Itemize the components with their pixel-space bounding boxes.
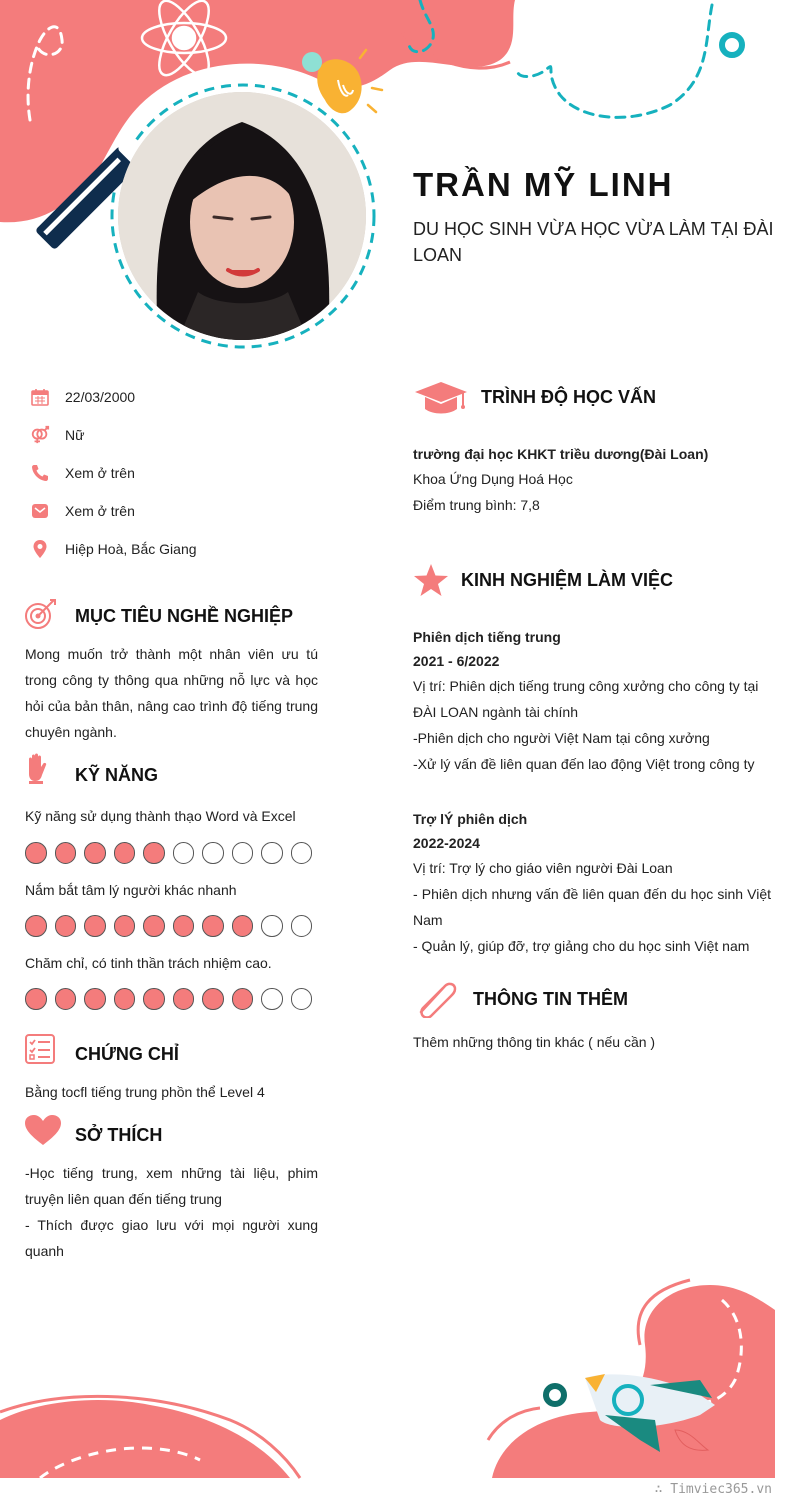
rating-dot-empty bbox=[202, 842, 224, 864]
rating-dot-filled bbox=[55, 842, 77, 864]
location-pin-icon bbox=[30, 539, 50, 559]
avatar bbox=[118, 92, 366, 340]
education-title: TRÌNH ĐỘ HỌC VẤN bbox=[481, 387, 656, 407]
hobbies-title: SỞ THÍCH bbox=[75, 1125, 163, 1145]
skill-name: Nắm bắt tâm lý người khác nhanh bbox=[25, 882, 237, 898]
rating-dot-filled bbox=[232, 915, 254, 937]
rating-dot-empty bbox=[291, 842, 313, 864]
rating-dot-filled bbox=[84, 988, 106, 1010]
rating-dot-filled bbox=[143, 915, 165, 937]
skill-rating bbox=[25, 842, 312, 864]
star-icon bbox=[413, 563, 449, 602]
job-description: - Quản lý, giúp đỡ, trợ giảng cho du học sinh Việt nam bbox=[413, 938, 750, 954]
contact-birthday-text: 22/03/2000 bbox=[65, 389, 136, 405]
rating-dot-filled bbox=[202, 915, 224, 937]
rating-dot-empty bbox=[291, 915, 313, 937]
rating-dot-filled bbox=[173, 988, 195, 1010]
rating-dot-filled bbox=[173, 915, 195, 937]
contact-address-text: Hiệp Hoà, Bắc Giang bbox=[65, 541, 197, 557]
checklist-icon bbox=[24, 1033, 56, 1070]
phone-icon bbox=[30, 463, 50, 483]
rating-dot-filled bbox=[232, 988, 254, 1010]
rating-dot-filled bbox=[25, 915, 47, 937]
rating-dot-empty bbox=[232, 842, 254, 864]
job-title: DU HỌC SINH VỪA HỌC VỪA LÀM TẠI ĐÀI LOAN bbox=[413, 219, 774, 265]
heart-icon bbox=[24, 1114, 62, 1151]
rating-dot-empty bbox=[261, 915, 283, 937]
certificates-text: Bằng tocfl tiếng trung phồn thể Level 4 bbox=[25, 1084, 265, 1100]
rating-dot-empty bbox=[261, 988, 283, 1010]
contact-email-text: Xem ở trên bbox=[65, 503, 135, 519]
rating-dot-empty bbox=[291, 988, 313, 1010]
rating-dot-filled bbox=[114, 915, 136, 937]
skill-name: Kỹ năng sử dụng thành thạo Word và Excel bbox=[25, 808, 296, 824]
extra-info-title: THÔNG TIN THÊM bbox=[473, 989, 628, 1009]
rating-dot-filled bbox=[143, 842, 165, 864]
objective-title: MỤC TIÊU NGHỀ NGHIỆP bbox=[75, 606, 294, 626]
education-faculty: Khoa Ứng Dụng Hoá Học bbox=[413, 471, 573, 487]
graduation-cap-icon bbox=[413, 378, 469, 421]
rating-dot-filled bbox=[25, 842, 47, 864]
rating-dot-filled bbox=[114, 842, 136, 864]
target-icon bbox=[24, 598, 58, 635]
rating-dot-filled bbox=[143, 988, 165, 1010]
contact-email bbox=[30, 500, 330, 522]
job-role: Phiên dịch tiếng trung bbox=[413, 629, 561, 645]
watermark: ∴ Timviec365.vn bbox=[654, 1482, 772, 1497]
skill-rating bbox=[25, 915, 312, 937]
calendar-icon bbox=[30, 387, 50, 407]
rating-dot-filled bbox=[202, 988, 224, 1010]
skill-rating bbox=[25, 988, 312, 1010]
gender-icon bbox=[30, 425, 50, 445]
rating-dot-filled bbox=[25, 988, 47, 1010]
rating-dot-filled bbox=[114, 988, 136, 1010]
objective-text: Mong muốn trở thành một nhân viên ưu tú trong công ty thông qua những nỗ lực và học hỏi của bản thân, nâng cao trình độ tiếng trung chuyên ngành. bbox=[25, 646, 318, 740]
rating-dot-empty bbox=[173, 842, 195, 864]
rating-dot-filled bbox=[84, 915, 106, 937]
certificates-title: CHỨNG CHỈ bbox=[75, 1044, 179, 1064]
rating-dot-filled bbox=[55, 988, 77, 1010]
education-school: trường đại học KHKT triều dương(Đài Loan) bbox=[413, 446, 709, 462]
extra-info-text: Thêm những thông tin khác ( nếu cần ) bbox=[413, 1034, 656, 1050]
contact-gender bbox=[30, 424, 330, 446]
hobbies-line: -Học tiếng trung, xem những tài liệu, phim truyện liên quan đến tiếng trung bbox=[25, 1165, 318, 1207]
contact-gender-text: Nữ bbox=[65, 427, 85, 443]
email-icon bbox=[30, 501, 50, 521]
paperclip-icon bbox=[415, 978, 459, 1023]
job-description: -Xử lý vấn đề liên quan đến lao động Việt trong công ty bbox=[413, 756, 755, 772]
bottom-left-pink-blob bbox=[0, 1400, 290, 1478]
contact-birthday bbox=[30, 386, 330, 408]
contact-address bbox=[30, 538, 330, 560]
job-period: 2022-2024 bbox=[413, 835, 480, 851]
hand-icon bbox=[25, 753, 49, 790]
rating-dot-filled bbox=[84, 842, 106, 864]
education-gpa: Điểm trung bình: 7,8 bbox=[413, 497, 540, 513]
skill-name: Chăm chỉ, có tinh thần trách nhiệm cao. bbox=[25, 955, 272, 971]
experience-title: KINH NGHIỆM LÀM VIỆC bbox=[461, 570, 674, 590]
job-description: -Phiên dịch cho người Việt Nam tại công xưởng bbox=[413, 730, 710, 746]
skills-title: KỸ NĂNG bbox=[75, 765, 159, 785]
contact-phone bbox=[30, 462, 330, 484]
hobbies-line: - Thích được giao lưu với mọi người xung quanh bbox=[25, 1217, 318, 1259]
rating-dot-filled bbox=[55, 915, 77, 937]
candidate-name: TRẦN MỸ LINH bbox=[413, 166, 674, 203]
contact-phone-text: Xem ở trên bbox=[65, 465, 135, 481]
job-role: Trợ lÝ phiên dịch bbox=[413, 811, 528, 827]
job-description: Vị trí: Trợ lý cho giáo viên người Đài Loan bbox=[413, 860, 673, 876]
job-description: Vị trí: Phiên dịch tiếng trung công xưởng cho công ty tại ĐÀI LOAN ngành tài chính bbox=[413, 678, 759, 720]
rating-dot-empty bbox=[261, 842, 283, 864]
job-description: - Phiên dịch nhưng vấn đề liên quan đến du học sinh Việt Nam bbox=[413, 886, 771, 928]
job-period: 2021 - 6/2022 bbox=[413, 653, 500, 669]
